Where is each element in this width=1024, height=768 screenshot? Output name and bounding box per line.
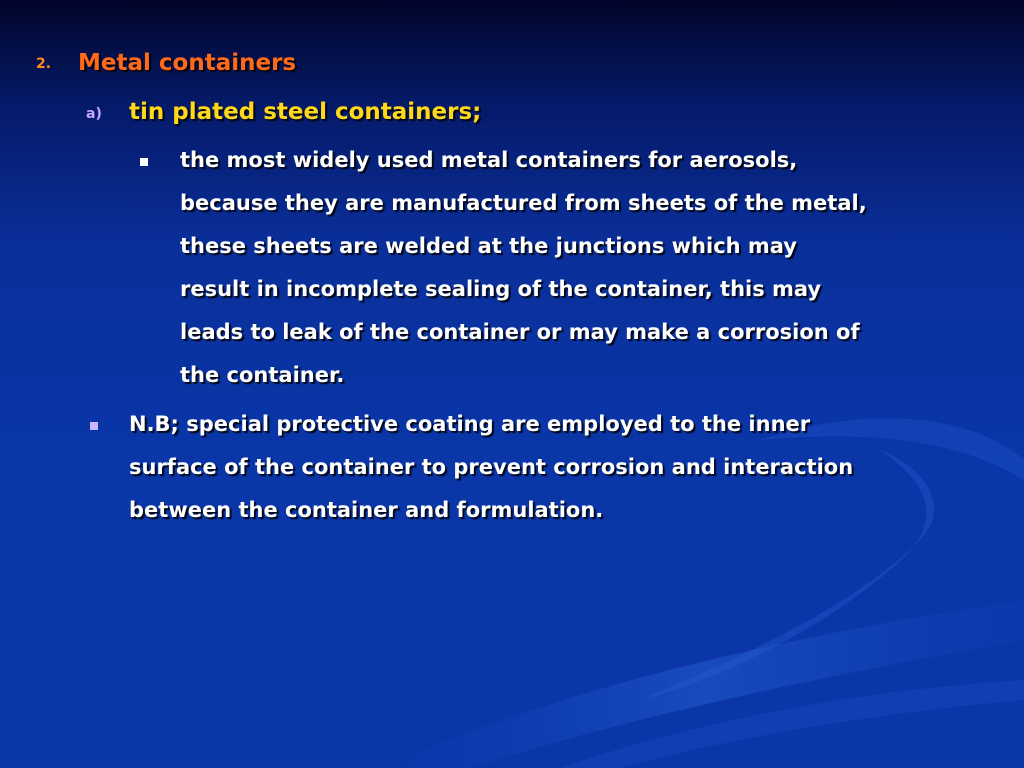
- heading-number: 2.: [36, 56, 52, 72]
- bullet2-line-2: surface of the container to prevent corrosion and interaction: [129, 455, 854, 479]
- bullet1-line-2: because they are manufactured from sheets of the metal,: [180, 191, 867, 215]
- bullet2-line-1: N.B; special protective coating are employed to the inner: [129, 412, 811, 436]
- bullet1-line-4: result in incomplete sealing of the container, this may: [180, 277, 822, 301]
- bullet1-line-3: these sheets are welded at the junctions which may: [180, 234, 797, 258]
- subheading-text: tin plated steel containers;: [129, 99, 482, 125]
- subheading-marker: a): [86, 106, 102, 122]
- square-bullet-icon: [90, 422, 98, 430]
- square-bullet-icon: [140, 158, 148, 166]
- bullet1-line-1: the most widely used metal containers for aerosols,: [180, 148, 798, 172]
- heading-text: Metal containers: [78, 50, 297, 76]
- bullet2-line-3: between the container and formulation.: [129, 498, 604, 522]
- bullet1-line-6: the container.: [180, 363, 345, 387]
- bullet1-line-5: leads to leak of the container or may make a corrosion of: [180, 320, 860, 344]
